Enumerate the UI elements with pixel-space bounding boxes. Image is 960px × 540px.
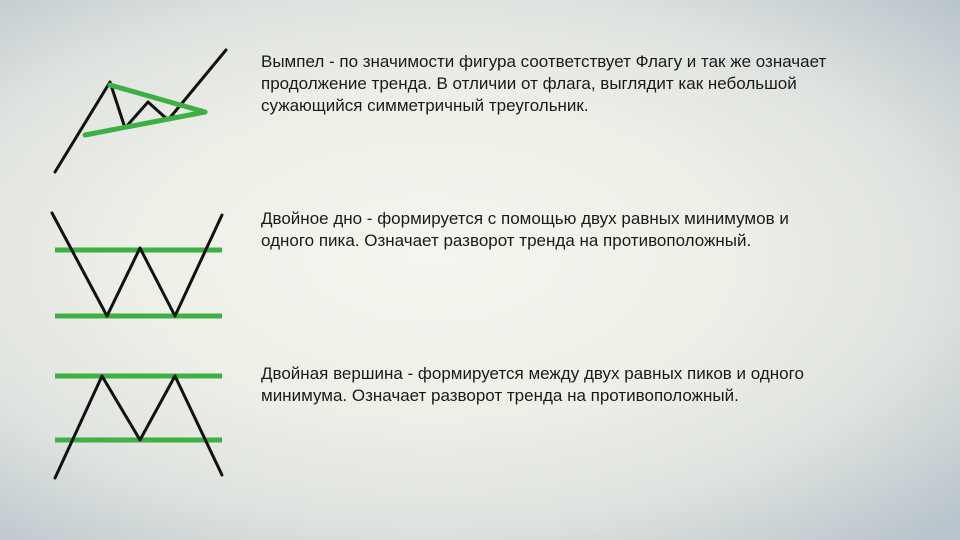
- double-top-section: [0, 360, 960, 490]
- double-bottom-description: Двойное дно - формируется с помощью двух равных минимумов и одного пика. Означает разворот тренда на противоположный.: [261, 209, 789, 250]
- double-bottom-pattern-icon: [40, 205, 240, 335]
- double-bottom-section: [0, 205, 960, 335]
- double-top-pattern-icon: [40, 360, 240, 490]
- pennant-description: Вымпел - по значимости фигура соответствует Флагу и так же означает продолжение тренда. В отличии от флага, выглядит как небольшой сужающийся симметричный треугольник.: [261, 52, 827, 115]
- pennant-pattern-icon: [40, 40, 240, 190]
- double-bottom-price-line: [52, 213, 222, 316]
- pennant-upper-boundary: [110, 85, 205, 112]
- double-top-price-line: [55, 376, 222, 478]
- double-top-description: Двойная вершина - формируется между двух равных пиков и одного минимума. Означает разворот тренда на противоположный.: [261, 364, 804, 405]
- pennant-section: [0, 40, 960, 190]
- pennant-lower-boundary: [85, 112, 205, 135]
